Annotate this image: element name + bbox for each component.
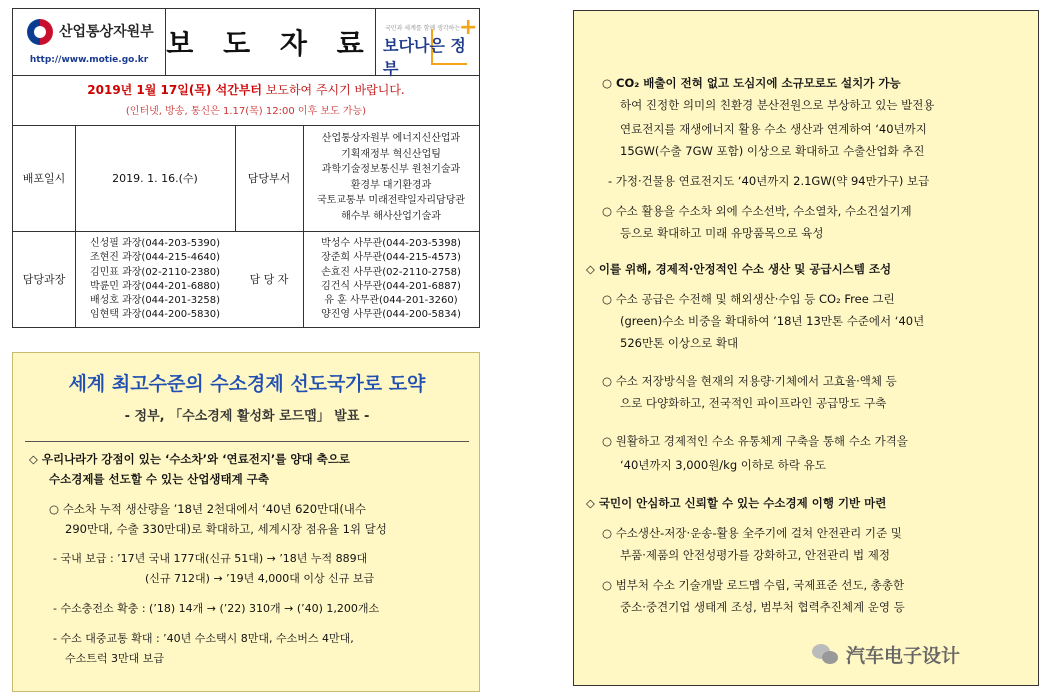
staff-item: 양진영 사무관(044-200-5834) (321, 309, 461, 321)
plus-icon: + (459, 15, 478, 40)
summary-line: 290만대, 수출 330만대)로 확대하고, 세계시장 점유율 1위 달성 (65, 522, 387, 536)
press-release-header (12, 8, 480, 328)
department-item: 기획재정부 혁신산업팀 (341, 148, 441, 160)
staff-label: 담 당 자 (235, 231, 304, 327)
detail-line: ‘40년까지 3,000원/kg 이하로 하락 유도 (620, 458, 826, 472)
wechat-icon (812, 642, 840, 666)
detail-line: ○ 원활하고 경제적인 수소 유통체계 구축을 통해 수소 가격을 (602, 434, 908, 448)
ministry-url[interactable]: http://www.motie.go.kr (29, 55, 149, 65)
ministry-logo-cell (13, 9, 166, 75)
distribution-row (13, 125, 479, 232)
gov-logo-cell (375, 9, 479, 78)
detail-line: 15GW(수출 7GW 포함) 이상으로 확대하고 수출산업화 추진 (620, 144, 925, 158)
manager-label: 담당과장 (13, 231, 76, 327)
department-item: 해수부 해사산업기술과 (341, 210, 441, 222)
department-list (303, 131, 479, 224)
summary-line: 수소경제를 선도할 수 있는 산업생태계 구축 (49, 472, 269, 486)
staff-list (303, 237, 479, 323)
staff-item: 유 훈 사무관(044-201-3260) (324, 295, 458, 307)
department-item: 국토교통부 미래전략일자리담당관 (316, 195, 466, 206)
manager-list (75, 237, 235, 333)
gov-slogan: 국민과 세계를 함께 생각하는 (385, 25, 461, 32)
roadmap-details-page (573, 10, 1039, 686)
summary-body (25, 441, 469, 684)
manager-item: 임현택 과장(044-200-5830) (89, 309, 221, 321)
watermark-text: 汽车电子设计 (846, 644, 961, 667)
detail-line: 등으로 확대하고 미래 유망품목으로 육성 (620, 226, 824, 240)
detail-line: - 가정·건물용 연료전지도 ‘40년까지 2.1GW(약 94만가구) 보급 (608, 174, 930, 188)
manager-item: 박륜민 과장(044-201-6880) (89, 280, 221, 292)
detail-line: ○ 수소 저장방식을 현재의 저용량·기체에서 고효율·액체 등 (602, 374, 897, 388)
summary-line: ○ 수소차 누적 생산량을 ’18년 2천대에서 ‘40년 620만대(내수 (49, 502, 367, 516)
staff-row (13, 231, 479, 327)
gov-name: 보다나은 정부 (383, 36, 466, 78)
staff-item: 장준희 사무관(044-215-4573) (321, 252, 461, 264)
summary-line: - 수소충전소 확충 : (’18) 14개 → (’22) 310개 → (’40) 1,200개소 (53, 602, 380, 615)
summary-line: ◇ 우리나라가 강점이 있는 ‘수소차’와 ‘연료전지’를 양대 축으로 (29, 452, 350, 466)
department-item: 산업통상자원부 에너지신산업과 (321, 133, 461, 144)
headline-title: 세계 최고수준의 수소경제 선도국가로 도약 (68, 373, 426, 395)
manager-item: 김민표 과장(02-2110-2380) (89, 266, 221, 278)
staff-item: 박성수 사무관(044-203-5398) (321, 238, 461, 249)
detail-line: (green)수소 비중을 확대하여 ’18년 13만톤 수준에서 ‘40년 (620, 314, 925, 328)
detail-line: 으로 다양화하고, 전국적인 파이프라인 공급망도 구축 (620, 396, 887, 410)
embargo-line1: 2019년 1월 17일(목) 석간부터 보도하여 주시기 바랍니다. (87, 83, 405, 97)
detail-line: ○ 수소생산-저장·운송-활용 全주기에 걸쳐 안전관리 기준 및 (602, 526, 902, 540)
summary-line: - 수소 대중교통 확대 : ’40년 수소택시 8만대, 수소버스 4만대, (53, 632, 354, 645)
detail-line: 526만톤 이상으로 확대 (620, 336, 739, 350)
detail-line: ○ 범부처 수소 기술개발 로드맵 수립, 국제표준 선도, 총총한 (602, 578, 905, 592)
headline-subtitle: - 정부, 「수소경제 활성화 로드맵」 발표 - (124, 409, 370, 424)
detail-line: 중소·중견기업 생태계 조성, 범부처 협력추진체계 운영 등 (620, 600, 905, 614)
ministry-name: 산업통상자원부 (59, 24, 154, 40)
detail-line: ○ 수소 공급은 수전해 및 해외생산·수입 등 CO₂ Free 그린 (602, 292, 895, 306)
detail-line: ◇ 국민이 안심하고 신뢰할 수 있는 수소경제 이행 기반 마련 (586, 496, 887, 510)
summary-line: 수소트럭 3만대 보급 (65, 652, 164, 665)
detail-line: 하여 진정한 의미의 친환경 분산전원으로 부상하고 있는 발전용 (620, 98, 935, 112)
press-release-title: 보 도 자 료 (165, 9, 376, 75)
embargo-line2: (인터넷, 방송, 통신은 1.17(목) 12:00 이후 보도 가능) (125, 106, 367, 117)
taegeuk-logo-icon (27, 19, 53, 45)
department-item: 과학기술정보통신부 원천기술과 (321, 164, 461, 175)
manager-item: 배성호 과장(044-201-3258) (89, 295, 221, 307)
embargo-notice (13, 75, 479, 126)
distribution-date: 2019. 1. 16.(수) (75, 125, 236, 231)
summary-line: (신규 712대) → ’19년 4,000대 이상 신규 보급 (145, 572, 375, 585)
detail-line: ○ CO₂ 배출이 전혀 없고 도심지에 소규모로도 설치가 가능 (602, 76, 901, 90)
detail-line: ○ 수소 활용을 수소차 외에 수소선박, 수소열차, 수소건설기계 (602, 204, 912, 218)
headline-box (12, 352, 480, 692)
manager-item: 조현진 과장(044-215-4640) (89, 252, 221, 264)
detail-line: 연료전지를 재생에너지 활용 수소 생산과 연계하여 ‘40년까지 (620, 122, 927, 136)
date-label: 배포일시 (13, 125, 76, 231)
dept-label: 담당부서 (235, 125, 304, 231)
detail-line: ◇ 이를 위해, 경제적·안정적인 수소 생산 및 공급시스템 조성 (586, 262, 892, 276)
staff-item: 손효진 사무관(02-2110-2758) (321, 266, 461, 278)
watermark (812, 640, 960, 668)
header-top-row (13, 9, 479, 76)
summary-line: - 국내 보급 : ’17년 국내 177대(신규 51대) → ’18년 누적 889대 (53, 552, 368, 565)
staff-item: 김건식 사무관(044-201-6887) (321, 280, 461, 292)
detail-line: 부품·제품의 안전성평가를 강화하고, 안전관리 법 제정 (620, 548, 890, 562)
manager-item: 신성필 과장(044-203-5390) (89, 238, 221, 249)
department-item: 환경부 대기환경과 (350, 179, 432, 191)
